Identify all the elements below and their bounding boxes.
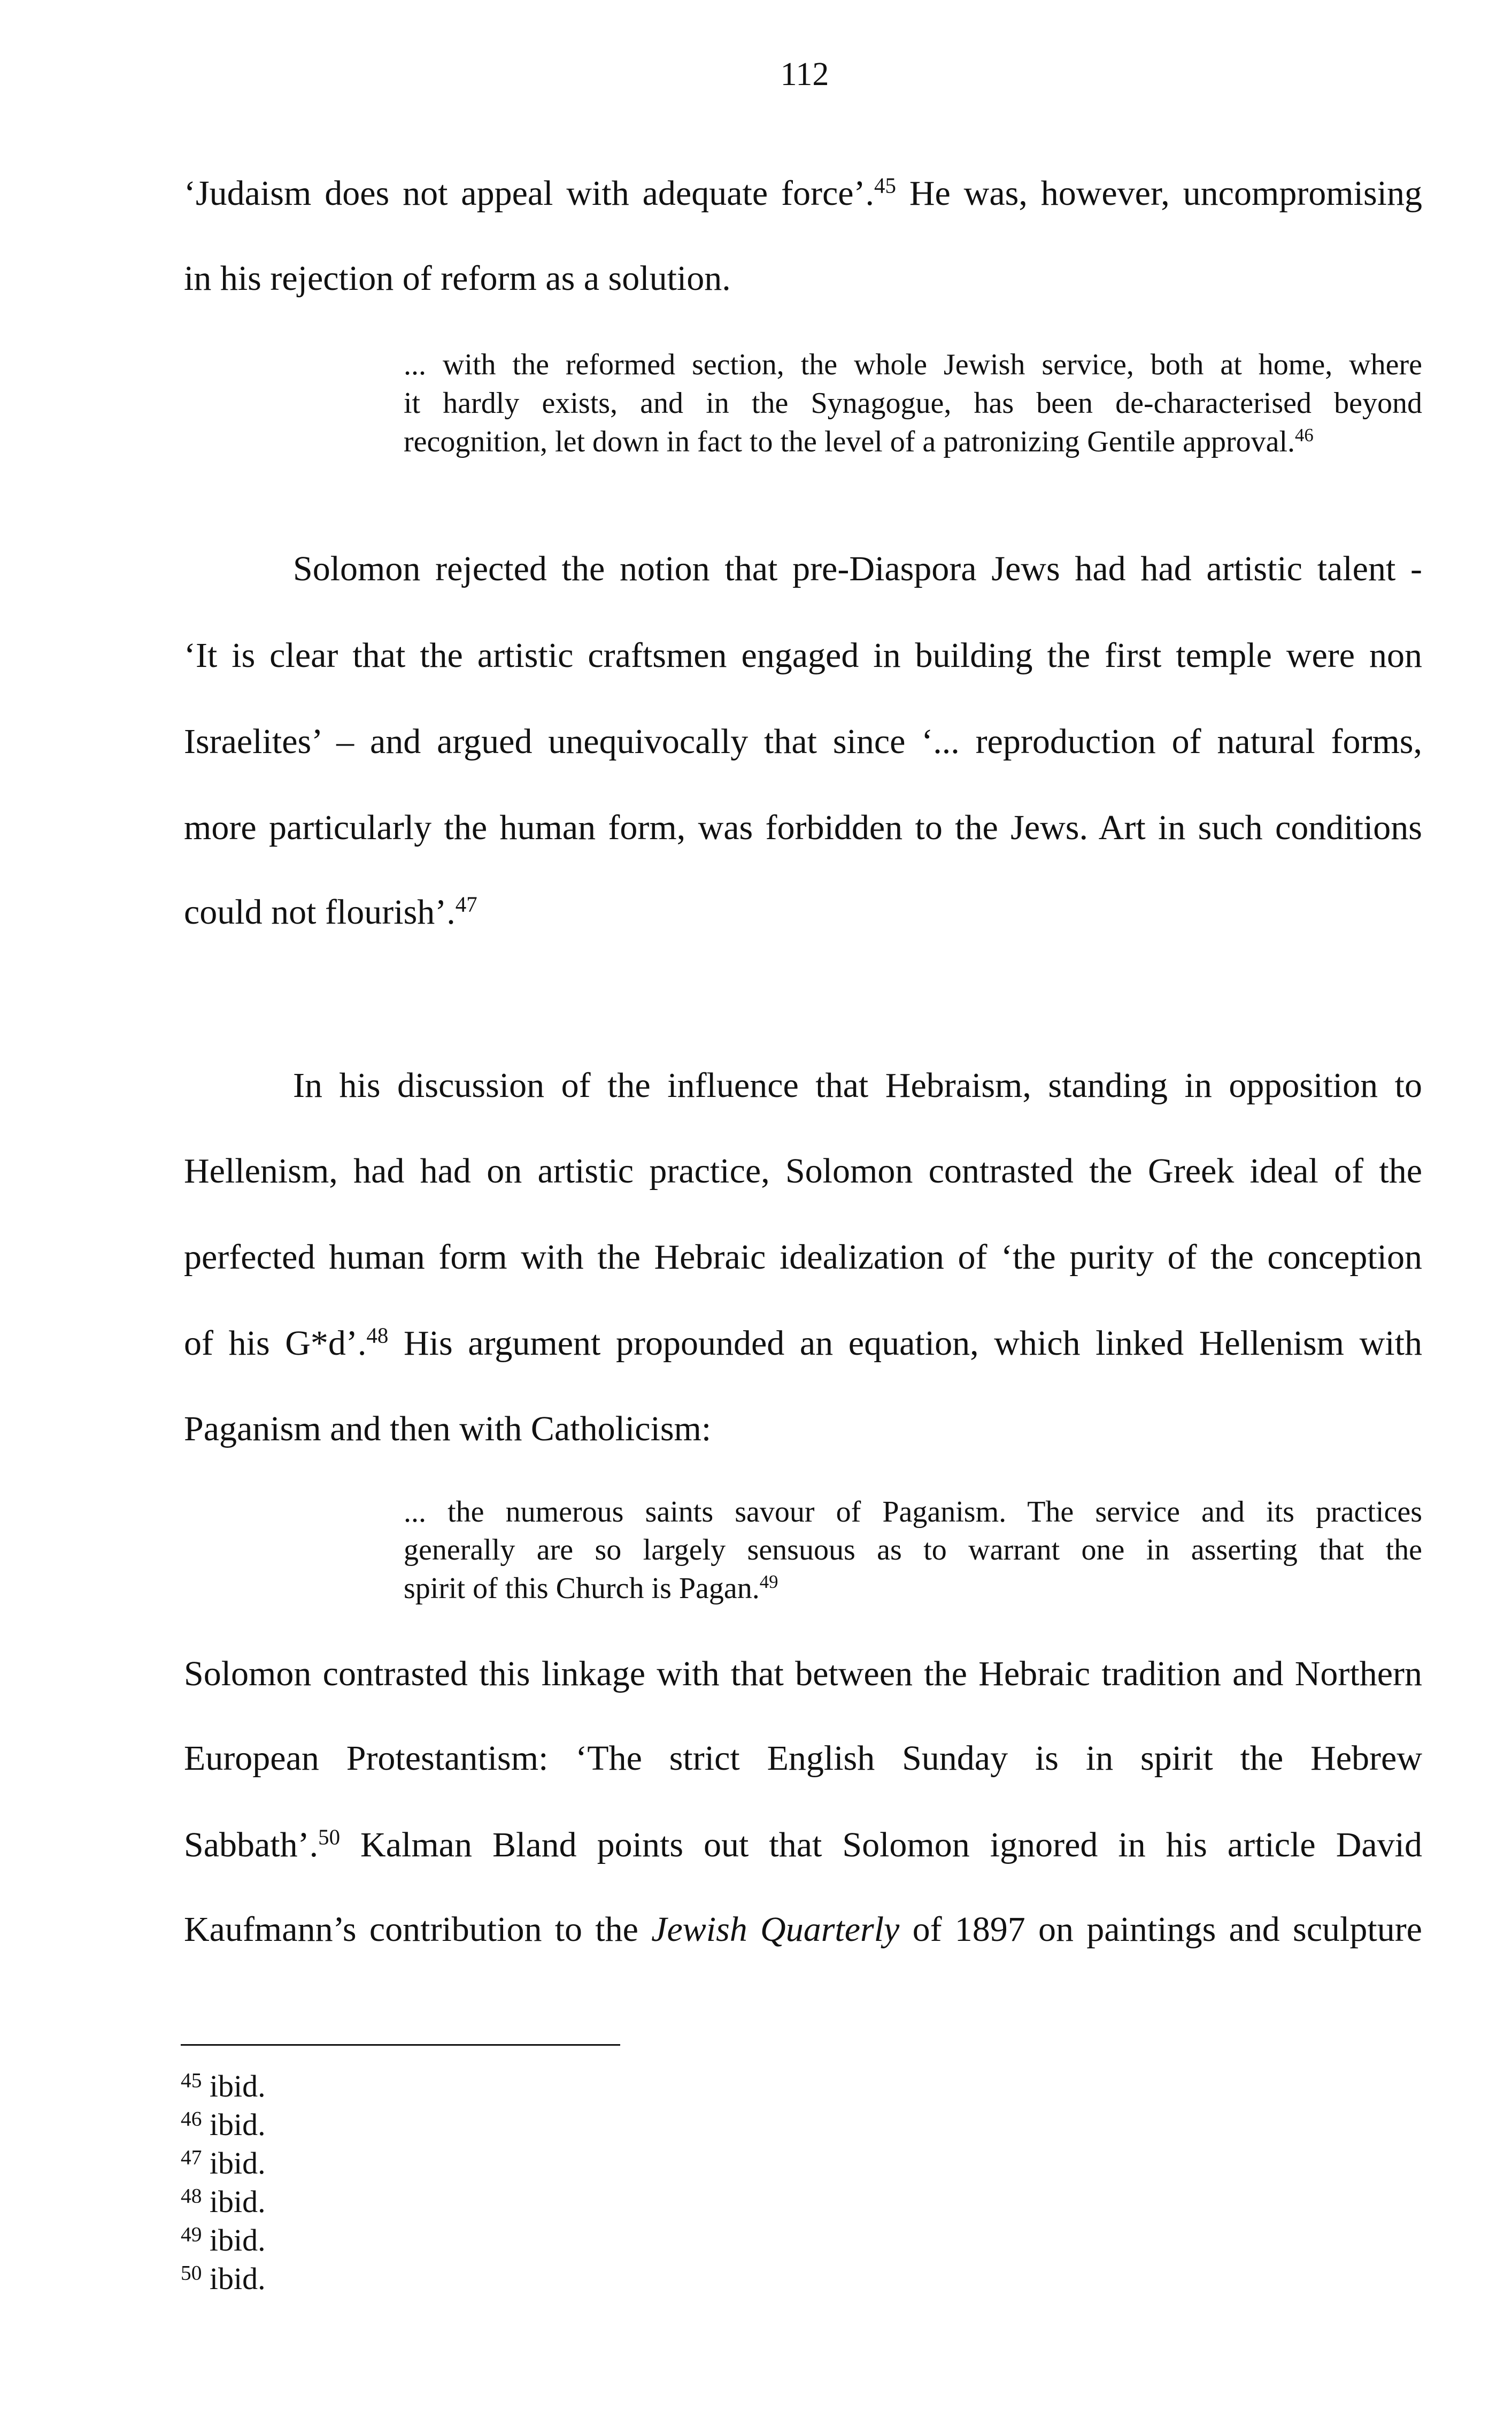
quote1-line-1: ... with the reformed section, the whole Jewish service, both at home, where [404,348,1422,381]
footnote-number: 48 [181,2184,202,2208]
quote2-line-3 [404,1570,1422,1607]
footnote-48 [181,2183,266,2221]
paragraph2-line-1: Solomon rejected the notion that pre-Diaspora Jews had had artistic talent - [293,549,1422,588]
footnote-50 [181,2260,266,2298]
footnote-45 [181,2068,266,2105]
paragraph3-line-3: perfected human form with the Hebraic idealization of ‘the purity of the conception [184,1238,1422,1277]
footnote-separator [181,2044,620,2046]
paragraph4-line-4-a: Kaufmann’s contribution to the [184,1910,652,1949]
opening-line-1-after: He was, however, uncompromising [896,174,1422,213]
footnote-text: ibid. [209,2069,266,2103]
paragraph4-line-3-a: Sabbath’. [184,1825,319,1864]
paragraph4-line-2: European Protestantism: ‘The strict English Sunday is in spirit the Hebrew [184,1739,1422,1778]
footnote-ref-48: 48 [366,1323,389,1348]
quote2-line-3-text: spirit of this Church is Pagan. [404,1572,760,1605]
paragraph2-line-5 [184,891,1422,934]
paragraph3-line-4-a: of his G*d’. [184,1324,367,1363]
page-number: 112 [780,56,829,93]
footnote-number: 46 [181,2107,202,2131]
footnote-text: ibid. [209,2146,266,2180]
paragraph3-line-1: In his discussion of the influence that Hebraism, standing in opposition to [293,1066,1422,1105]
footnote-text: ibid. [209,2223,266,2258]
quote2-line-2: generally are so largely sensuous as to warrant one in asserting that the [404,1533,1422,1567]
opening-line-1-text: ‘Judaism does not appeal with adequate force’. [184,174,875,213]
footnote-ref-47: 47 [455,892,477,917]
footnote-number: 45 [181,2068,202,2092]
footnote-49 [181,2222,266,2259]
footnote-number: 49 [181,2222,202,2246]
paragraph4-line-3-b: Kalman Bland points out that Solomon ignored in his article David [340,1825,1422,1864]
paragraph4-line-1: Solomon contrasted this linkage with that between the Hebraic tradition and Northern [184,1654,1422,1693]
paragraph3-line-4 [184,1322,1422,1365]
paragraph4-line-4-b: of 1897 on paintings and sculpture [899,1910,1422,1949]
footnote-text: ibid. [209,2184,266,2219]
footnote-number: 47 [181,2145,202,2169]
paragraph2-line-4: more particularly the human form, was forbidden to the Jews. Art in such conditions [184,808,1422,847]
paragraph4-line-3 [184,1824,1422,1867]
journal-title: Jewish Quarterly [651,1910,900,1949]
footnote-number: 50 [181,2261,202,2285]
quote1-line-3-text: recognition, let down in fact to the level of a patronizing Gentile approval. [404,425,1295,458]
footnote-text: ibid. [209,2261,266,2296]
footnote-ref-46: 46 [1295,424,1314,446]
paragraph4-line-4 [184,1908,1422,1951]
opening-line-1 [184,172,1422,215]
quote1-line-2: it hardly exists, and in the Synagogue, has been de-characterised beyond [404,387,1422,420]
quote2-line-1: ... the numerous saints savour of Paganism. The service and its practices [404,1495,1422,1529]
paragraph3-line-2: Hellenism, had had on artistic practice, Solomon contrasted the Greek ideal of the [184,1151,1422,1191]
footnote-text: ibid. [209,2107,266,2142]
paragraph2-line-2: ‘It is clear that the artistic craftsmen engaged in building the first temple were non [184,636,1422,675]
footnote-ref-50: 50 [318,1825,341,1849]
paragraph3-line-5: Paganism and then with Catholicism: [184,1409,712,1448]
quote1-line-3 [404,424,1422,460]
footnote-46 [181,2106,266,2144]
paragraph2-line-5-text: could not flourish’. [184,893,456,932]
footnote-ref-49: 49 [759,1571,778,1592]
footnote-47 [181,2145,266,2182]
paragraph2-line-3: Israelites’ – and argued unequivocally that since ‘... reproduction of natural forms, [184,722,1422,761]
opening-line-2: in his rejection of reform as a solution. [184,259,731,298]
footnote-ref-45: 45 [874,173,896,198]
paragraph3-line-4-b: His argument propounded an equation, which linked Hellenism with [388,1324,1422,1363]
